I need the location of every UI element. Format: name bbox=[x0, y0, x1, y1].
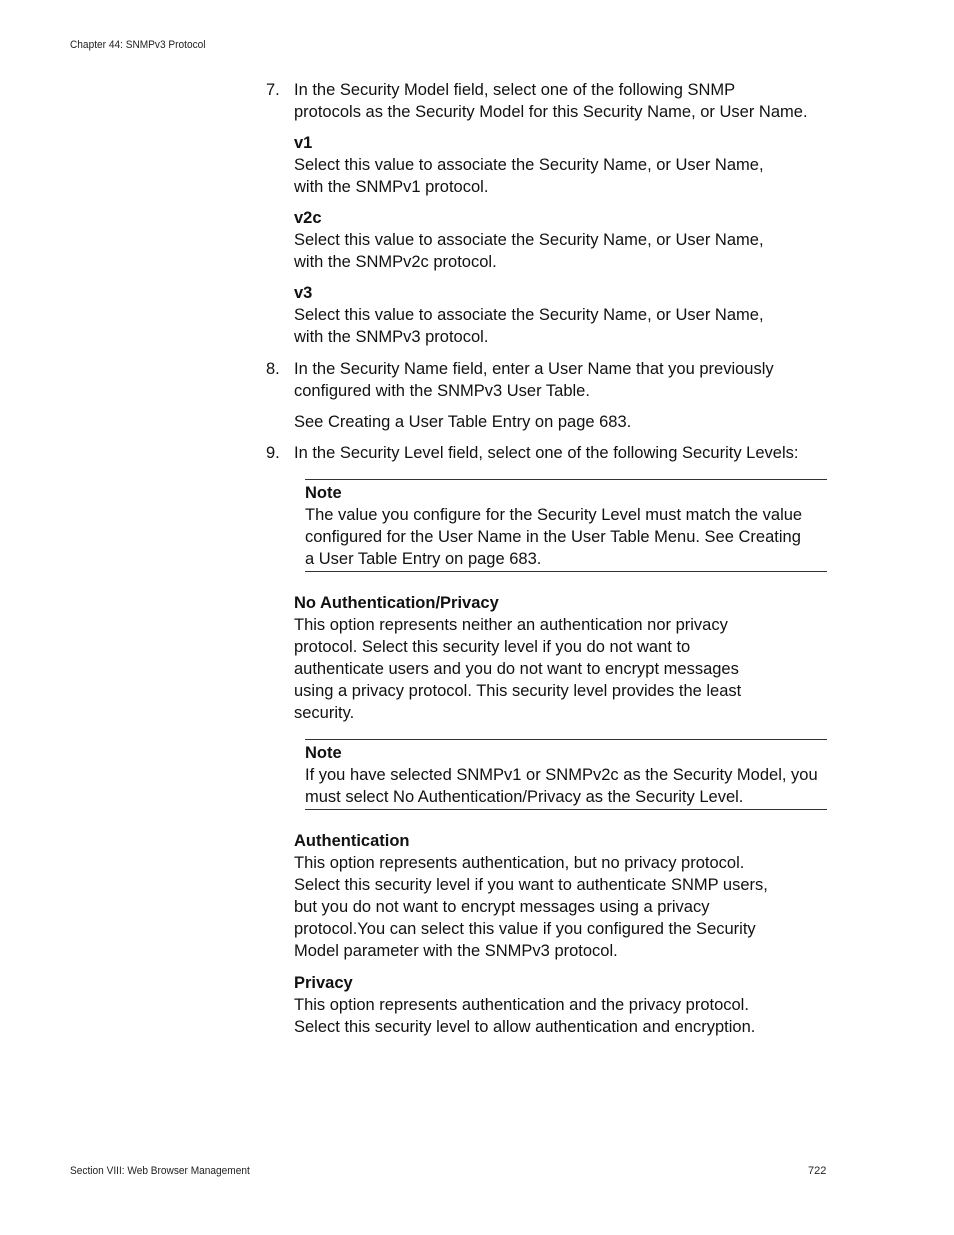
step-text-line: In the Security Level field, select one of the following Security Levels: bbox=[294, 444, 799, 462]
running-header: Chapter 44: SNMPv3 Protocol bbox=[70, 39, 206, 51]
note-text-line: configured for the User Name in the User Table Menu. See Creating bbox=[305, 528, 801, 546]
cross-reference: See Creating a User Table Entry on page 683. bbox=[294, 413, 632, 431]
level-desc-line: This option represents authentication, but no privacy protocol. bbox=[294, 854, 745, 872]
note-text-line: If you have selected SNMPv1 or SNMPv2c as the Security Model, you bbox=[305, 766, 818, 784]
step-7 bbox=[266, 79, 832, 348]
note-text-line: a User Table Entry on page 683. bbox=[305, 550, 542, 568]
option-desc-line: Select this value to associate the Security Name, or User Name, bbox=[294, 231, 764, 249]
level-desc-line: protocol.You can select this value if you configured the Security bbox=[294, 920, 756, 938]
note-label: Note bbox=[305, 744, 342, 762]
option-term-v1: v1 bbox=[294, 134, 313, 152]
level-desc-line: This option represents neither an authentication nor privacy bbox=[294, 616, 728, 634]
step-9 bbox=[266, 442, 832, 464]
note-text-line: The value you configure for the Security Level must match the value bbox=[305, 506, 803, 524]
step-text-line: In the Security Name field, enter a User Name that you previously bbox=[294, 360, 774, 378]
step-number: 7. bbox=[266, 81, 280, 99]
step-number: 9. bbox=[266, 444, 280, 462]
option-desc-line: with the SNMPv2c protocol. bbox=[294, 253, 497, 271]
option-desc-line: Select this value to associate the Security Name, or User Name, bbox=[294, 156, 764, 174]
level-term: No Authentication/Privacy bbox=[294, 594, 499, 612]
step-number: 8. bbox=[266, 360, 280, 378]
step-8 bbox=[266, 358, 832, 433]
step-text-line: configured with the SNMPv3 User Table. bbox=[294, 382, 590, 400]
level-desc-line: security. bbox=[294, 704, 355, 722]
level-desc-line: Select this security level if you want to authenticate SNMP users, bbox=[294, 876, 768, 894]
level-authentication bbox=[266, 830, 832, 962]
level-desc-line: authenticate users and you do not want to encrypt messages bbox=[294, 660, 739, 678]
level-desc-line: using a privacy protocol. This security level provides the least bbox=[294, 682, 742, 700]
level-privacy bbox=[266, 972, 832, 1038]
step-text-line: In the Security Model field, select one of the following SNMP bbox=[294, 81, 736, 99]
level-term: Authentication bbox=[294, 832, 410, 850]
level-desc-line: Model parameter with the SNMPv3 protocol. bbox=[294, 942, 618, 960]
step-text-line: protocols as the Security Model for this Security Name, or User Name. bbox=[294, 103, 808, 121]
page-number: 722 bbox=[808, 1165, 827, 1177]
option-term-v3: v3 bbox=[294, 284, 313, 302]
option-term-v2c: v2c bbox=[294, 209, 322, 227]
option-desc-line: with the SNMPv3 protocol. bbox=[294, 328, 489, 346]
level-desc-line: but you do not want to encrypt messages using a privacy bbox=[294, 898, 710, 916]
level-desc-line: This option represents authentication and the privacy protocol. bbox=[294, 996, 749, 1014]
option-desc-line: Select this value to associate the Security Name, or User Name, bbox=[294, 306, 764, 324]
note-text-line: must select No Authentication/Privacy as the Security Level. bbox=[305, 788, 744, 806]
note-label: Note bbox=[305, 484, 342, 502]
level-term: Privacy bbox=[294, 974, 353, 992]
level-desc-line: Select this security level to allow authentication and encryption. bbox=[294, 1018, 756, 1036]
note-box bbox=[305, 739, 827, 810]
note-box bbox=[305, 479, 827, 572]
level-no-auth-privacy bbox=[266, 592, 832, 724]
level-desc-line: protocol. Select this security level if you do not want to bbox=[294, 638, 691, 656]
running-footer-section: Section VIII: Web Browser Management bbox=[70, 1165, 250, 1177]
option-desc-line: with the SNMPv1 protocol. bbox=[294, 178, 489, 196]
page-body bbox=[266, 79, 832, 1038]
